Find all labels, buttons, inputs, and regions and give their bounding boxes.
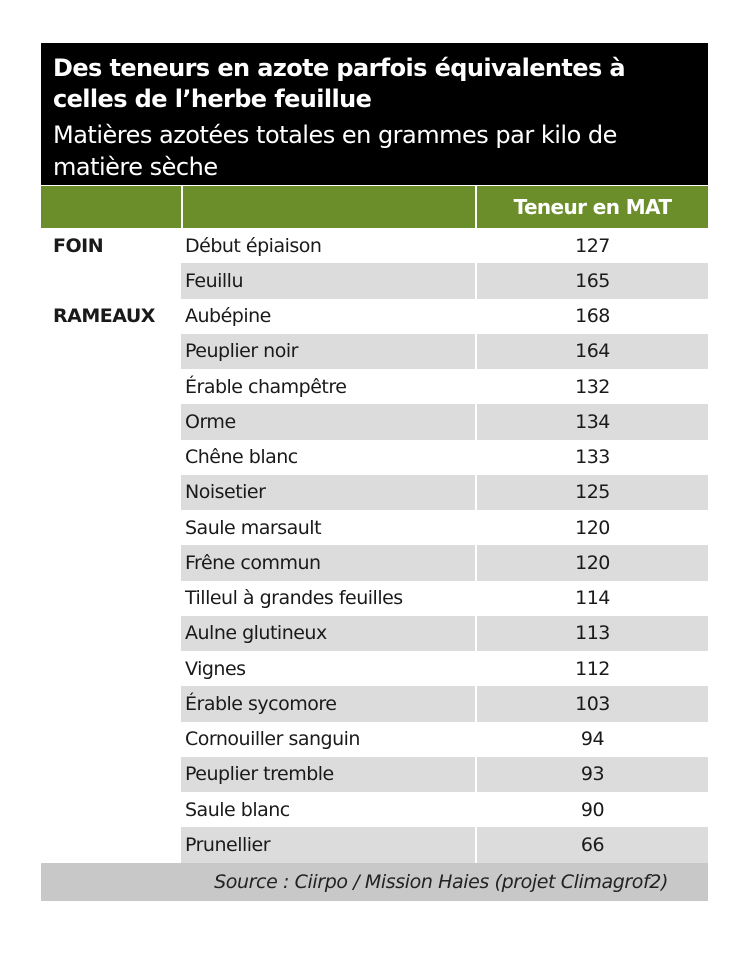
table-title: Des teneurs en azote parfois équivalentes à celles de l’herbe feuillue: [53, 54, 625, 113]
table-row: [41, 757, 708, 792]
row-category: [41, 581, 181, 616]
table-row: [41, 334, 708, 369]
table-row: [41, 722, 708, 757]
row-value: 168: [475, 299, 708, 334]
row-value: 103: [475, 686, 708, 721]
row-name: Peuplier tremble: [181, 757, 475, 792]
table-row: [41, 651, 708, 686]
row-category: [41, 686, 181, 721]
row-name: Frêne commun: [181, 545, 475, 580]
table-row: [41, 616, 708, 651]
row-category: [41, 651, 181, 686]
row-name: Aulne glutineux: [181, 616, 475, 651]
row-category: [41, 475, 181, 510]
column-header-bar: [41, 185, 708, 228]
row-value: 134: [475, 404, 708, 439]
row-category: [41, 404, 181, 439]
table-row: [41, 228, 708, 263]
row-name: Noisetier: [181, 475, 475, 510]
table-row: [41, 686, 708, 721]
row-category: [41, 792, 181, 827]
table-row: [41, 827, 708, 862]
table-header: [41, 43, 708, 185]
row-name: Peuplier noir: [181, 334, 475, 369]
row-name: Chêne blanc: [185, 446, 298, 469]
table-row: [41, 404, 708, 439]
row-value: 133: [475, 440, 708, 475]
row-value: 113: [475, 616, 708, 651]
row-value: 90: [475, 792, 708, 827]
row-category: [41, 545, 181, 580]
row-name: Prunellier: [181, 827, 475, 862]
row-value: 120: [475, 545, 708, 580]
column-header-name: [183, 186, 477, 228]
row-category: RAMEAUX: [41, 299, 181, 334]
table-subtitle: Matières azotées totales en grammes par kilo de matière sèche: [53, 121, 617, 181]
row-category: [41, 510, 181, 545]
row-value: 132: [475, 369, 708, 404]
row-category: [41, 440, 181, 475]
row-name: Saule marsault: [185, 516, 322, 539]
row-name: Érable sycomore: [181, 686, 475, 721]
table-row: [41, 545, 708, 580]
row-name: Saule blanc: [185, 798, 290, 821]
row-category: [41, 334, 181, 369]
source-note: Source : Ciirpo / Mission Haies (projet Climagrof2): [41, 863, 708, 901]
row-category: [41, 263, 181, 298]
row-value: 114: [475, 581, 708, 616]
row-value: 66: [475, 827, 708, 862]
row-name: Cornouiller sanguin: [185, 728, 360, 751]
row-value: 112: [475, 651, 708, 686]
table-row: [41, 581, 708, 616]
table-row: [41, 792, 708, 827]
row-category: [41, 369, 181, 404]
row-value: 127: [475, 228, 708, 263]
table-card: [41, 43, 708, 901]
row-category: FOIN: [41, 228, 181, 263]
table-row: [41, 263, 708, 298]
row-name: Tilleul à grandes feuilles: [185, 587, 403, 610]
row-value: 125: [475, 475, 708, 510]
column-header-value: Teneur en MAT: [513, 195, 672, 219]
row-name: Aubépine: [185, 305, 271, 328]
table-row: [41, 475, 708, 510]
row-value: 164: [475, 334, 708, 369]
row-category: [41, 722, 181, 757]
table-row: [41, 440, 708, 475]
row-name: Feuillu: [181, 263, 475, 298]
table-row: [41, 299, 708, 334]
row-name: Orme: [181, 404, 475, 439]
table-body: [41, 228, 708, 863]
row-value: 120: [475, 510, 708, 545]
row-name: Vignes: [185, 657, 246, 680]
row-category: [41, 827, 181, 862]
row-name: Début épiaison: [185, 234, 322, 257]
row-value: 165: [475, 263, 708, 298]
row-name: Érable champêtre: [185, 375, 347, 398]
table-row: [41, 510, 708, 545]
row-value: 93: [475, 757, 708, 792]
row-category: [41, 616, 181, 651]
row-value: 94: [475, 722, 708, 757]
table-row: [41, 369, 708, 404]
column-header-category: [41, 186, 183, 228]
row-category: [41, 757, 181, 792]
